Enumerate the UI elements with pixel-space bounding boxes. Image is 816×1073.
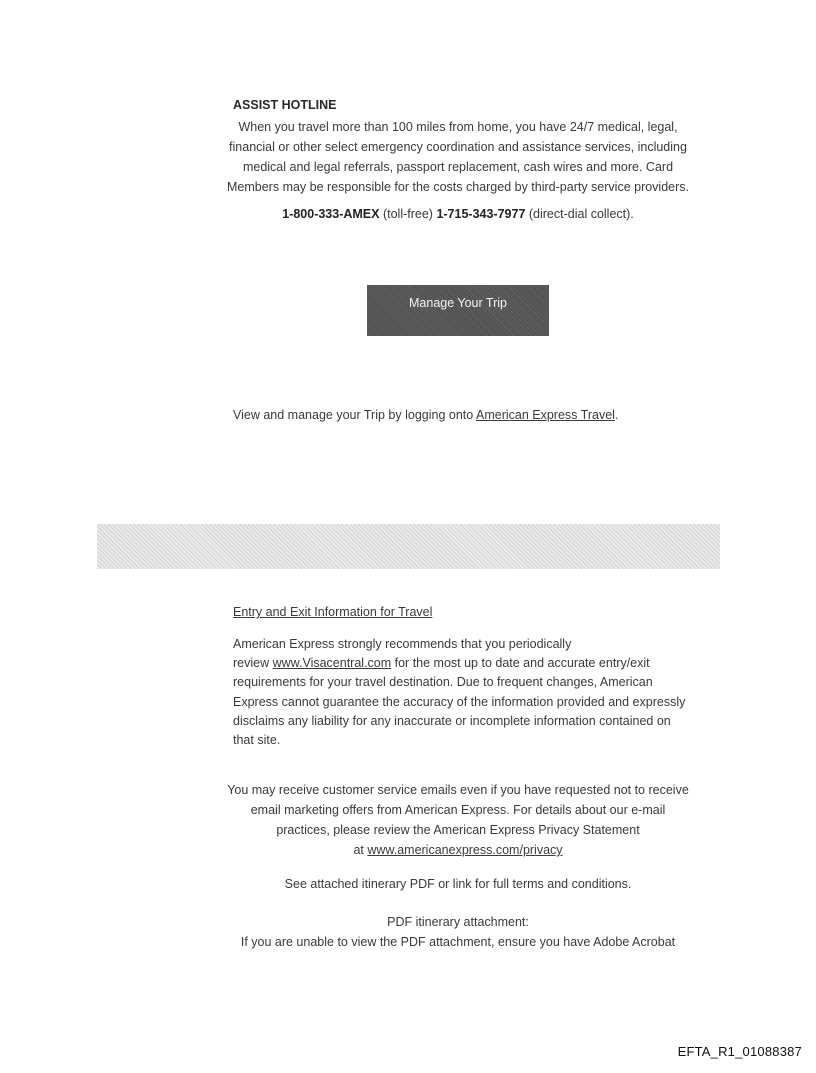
terms-notice: See attached itinerary PDF or link for full terms and conditions.	[284, 877, 632, 891]
manage-your-trip-label: Manage Your Trip	[409, 295, 507, 310]
entry-exit-info-link[interactable]: Entry and Exit Information for Travel	[233, 605, 433, 619]
assist-phone-numbers	[222, 204, 694, 224]
customer-service-notice	[222, 780, 694, 860]
entry-line	[233, 654, 693, 673]
entry-exit-description	[233, 635, 693, 750]
assist-line: medical and legal referrals, passport replacement, cash wires and more. Card	[242, 160, 674, 174]
entry-line-2-before: review	[233, 656, 273, 671]
assist-line: Members may be responsible for the costs charged by third-party service providers.	[227, 180, 689, 194]
assist-line: When you travel more than 100 miles from home, you have 24/7 medical, legal,	[238, 120, 678, 134]
document-id: EFTA_R1_01088387	[677, 1044, 802, 1059]
entry-line: American Express strongly recommends that you periodically	[233, 637, 572, 651]
pdf-attachment-notice	[222, 912, 694, 952]
manage-trip-text	[233, 405, 618, 425]
assist-hotline-description	[222, 117, 694, 197]
toll-free-phone: 1-800-333-AMEX	[282, 207, 380, 221]
pdf-title: PDF itinerary attachment:	[387, 915, 529, 929]
service-line: You may receive customer service emails even if you have requested not to receive	[227, 783, 689, 797]
american-express-travel-link[interactable]: American Express Travel	[476, 408, 615, 422]
service-line: email marketing offers from American Express. For details about our e-mail	[250, 803, 666, 817]
manage-your-trip-button[interactable]	[367, 285, 549, 336]
assist-hotline-heading: ASSIST HOTLINE	[233, 98, 337, 112]
toll-free-note: (toll-free)	[379, 207, 437, 221]
entry-line: Express cannot guarantee the accuracy of the information provided and expressly	[233, 694, 686, 709]
service-line	[222, 840, 694, 860]
privacy-statement-link[interactable]: www.americanexpress.com/privacy	[367, 843, 563, 857]
entry-line: that site.	[233, 733, 281, 748]
entry-line: requirements for your travel destination. Due to frequent changes, American	[233, 675, 653, 690]
service-line: practices, please review the American Express Privacy Statement	[276, 823, 640, 837]
entry-line-2-after: for the most up to date and accurate entry/exit	[391, 656, 650, 671]
collect-phone: 1-715-343-7977	[436, 207, 526, 221]
collect-note: (direct-dial collect).	[525, 207, 634, 221]
pdf-text: If you are unable to view the PDF attachment, ensure you have Adobe Acrobat	[240, 935, 676, 949]
manage-text-after: .	[614, 408, 619, 422]
visacentral-link[interactable]: www.Visacentral.com	[272, 656, 392, 671]
assist-line: financial or other select emergency coordination and assistance services, including	[229, 140, 687, 154]
privacy-text-before: at	[353, 843, 368, 857]
manage-text-before: View and manage your Trip by logging onto	[233, 408, 476, 422]
entry-line: disclaims any liability for any inaccurate or incomplete information contained on	[233, 713, 671, 728]
section-divider-band	[97, 524, 720, 569]
